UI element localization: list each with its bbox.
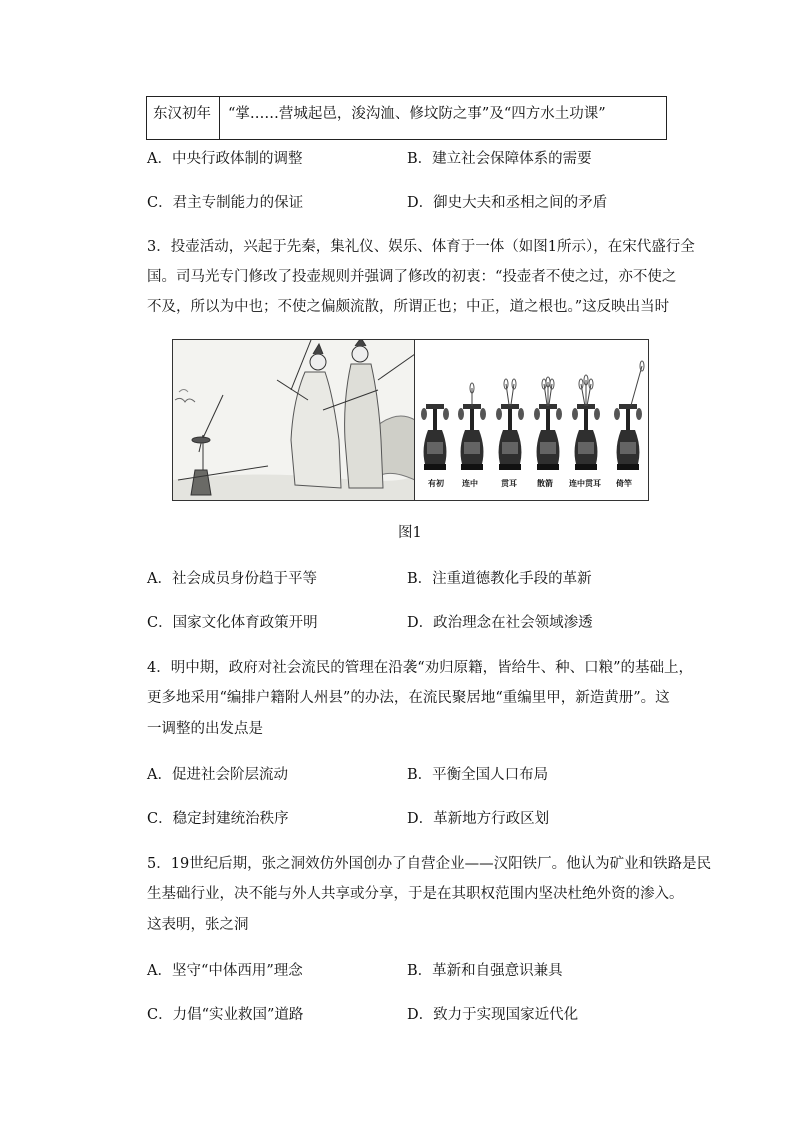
q4-option-a: A．促进社会阶层流动 (147, 767, 288, 783)
q5-option-b: B．革新和自强意识兼具 (407, 963, 563, 979)
q4-stem-line2: 更多地采用“编排户籍附人州县”的办法，在流民聚居地“重编里甲，新造黄册”。这 (147, 690, 670, 706)
q4-option-d: D．革新地方行政区划 (407, 811, 550, 827)
q4-option-b: B．平衡全国人口布局 (407, 767, 549, 783)
figure-1-caption: 图1 (398, 525, 422, 541)
q5-stem-line3: 这表明，张之洞 (147, 917, 249, 933)
q5-stem-line2: 生基础行业，决不能与外人共享或分享，于是在其职权范围内坚决杜绝外资的渗入。 (147, 886, 684, 902)
q4-stem-line3: 一调整的出发点是 (147, 721, 263, 737)
q3-option-b: B．注重道德教化手段的革新 (407, 571, 592, 587)
q5-stem-line1: 5．19世纪后期，张之洞效仿外国创办了自营企业——汉阳铁厂。他认为矿业和铁路是民 (147, 856, 712, 872)
touhu-scoring-pots (415, 340, 649, 501)
q2-table-divider (219, 96, 220, 140)
pot-label-6: 倚竿 (616, 479, 632, 488)
q3-option-c: C．国家文化体育政策开明 (147, 615, 318, 631)
figure-1 (172, 339, 649, 501)
q3-stem-line1: 3．投壶活动，兴起于先秦，集礼仪、娱乐、体育于一体（如图1所示），在宋代盛行全 (147, 239, 695, 255)
q5-option-d: D．致力于实现国家近代化 (407, 1007, 579, 1023)
pot-label-4: 散箭 (537, 479, 553, 488)
q2-option-c: C．君主专制能力的保证 (147, 195, 304, 211)
q5-option-c: C．力倡“实业救国”道路 (147, 1007, 304, 1023)
touhu-illustration (173, 340, 649, 501)
touhu-players-painting (173, 340, 415, 501)
pot-label-5: 连中贯耳 (569, 479, 601, 488)
pot-label-3: 贯耳 (501, 479, 517, 488)
q2-option-b: B．建立社会保障体系的需要 (407, 151, 592, 167)
figure-1-divider (414, 339, 415, 501)
q3-stem-line2: 国。司马光专门修改了投壶规则并强调了修改的初衷：“投壶者不使之过，亦不使之 (147, 269, 677, 285)
q2-option-d: D．御史大夫和丞相之间的矛盾 (407, 195, 608, 211)
q2-table-period: 东汉初年 (153, 106, 211, 122)
q4-option-c: C．稳定封建统治秩序 (147, 811, 289, 827)
q3-stem-line3: 不及，所以为中也；不使之偏颇流散，所谓正也；中正，道之根也。”这反映出当时 (147, 299, 670, 315)
q3-option-d: D．政治理念在社会领域渗透 (407, 615, 593, 631)
q2-table-content: “掌……营城起邑，浚沟洫、修坟防之事”及“四方水土功课” (228, 106, 606, 122)
pot-label-2: 连中 (462, 479, 478, 488)
q3-option-a: A．社会成员身份趋于平等 (147, 571, 317, 587)
pot-label-1: 有初 (428, 479, 444, 488)
q4-stem-line1: 4．明中期，政府对社会流民的管理在沿袭“劝归原籍，皆给牛、种、口粮”的基础上， (147, 660, 694, 676)
q5-option-a: A．坚守“中体西用”理念 (147, 963, 303, 979)
q2-option-a: A．中央行政体制的调整 (147, 151, 303, 167)
